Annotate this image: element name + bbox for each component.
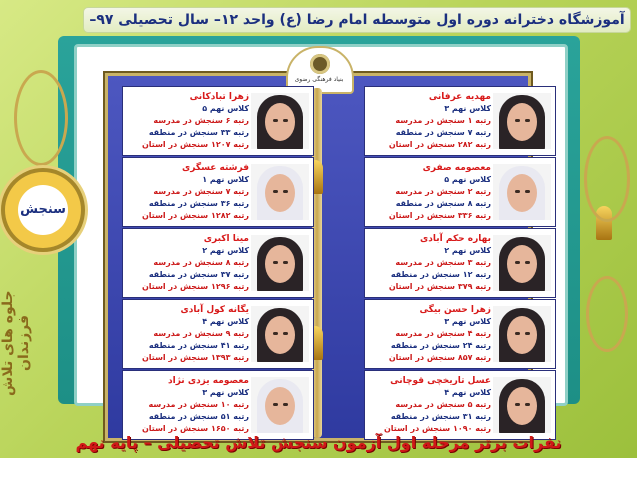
student-info <box>367 375 491 435</box>
student-class: کلاس نهم ۴ <box>202 317 249 326</box>
region-rank: رتبه ۷ سنجش در منطقه <box>395 128 491 137</box>
student-name: یگانه کول آبادی <box>180 305 249 315</box>
student-class: کلاس نهم ۱ <box>202 175 249 184</box>
student-name: زهرا تبادکانی <box>189 92 249 102</box>
school-rank: رتبه ۳ سنجش در مدرسه <box>395 258 491 267</box>
student-photo <box>493 235 551 291</box>
student-card <box>364 228 556 298</box>
school-rank: رتبه ۹ سنجش در مدرسه <box>153 329 249 338</box>
student-class: کلاس نهم ۲ <box>444 246 491 255</box>
badge-label: سنجش <box>18 185 68 235</box>
region-rank: رتبه ۱۲ سنجش در منطقه <box>390 270 491 279</box>
school-rank: رتبه ۱۰ سنجش در مدرسه <box>148 400 249 409</box>
student-name: زهرا حسن بیگی <box>419 305 491 315</box>
student-info <box>125 304 249 364</box>
region-rank: رتبه ۳۳ سنجش در منطقه <box>148 128 249 137</box>
student-photo <box>493 306 551 362</box>
sanjesh-badge <box>5 172 81 248</box>
student-card <box>122 228 314 298</box>
province-rank: رتبه ۳۳۶ سنجش در استان <box>388 211 491 220</box>
region-rank: رتبه ۸ سنجش در منطقه <box>395 199 491 208</box>
student-class: کلاس نهم ۴ <box>444 388 491 397</box>
province-rank: رتبه ۸۵۷ سنجش در استان <box>388 353 491 362</box>
student-photo <box>251 235 309 291</box>
province-rank: رتبه ۱۲۹۶ سنجش در استان <box>141 282 249 291</box>
region-rank: رتبه ۳۷ سنجش در منطقه <box>148 270 249 279</box>
school-rank: رتبه ۱ سنجش در مدرسه <box>395 116 491 125</box>
student-photo <box>251 377 309 433</box>
student-info <box>125 91 249 151</box>
student-name: مهدیه عرفانی <box>428 92 491 102</box>
student-class: کلاس نهم ۵ <box>202 104 249 113</box>
student-photo <box>493 377 551 433</box>
student-name: معصومه یزدی نژاد <box>168 376 249 386</box>
region-rank: رتبه ۳۱ سنجش در منطقه <box>390 412 491 421</box>
student-name: عسل تاریخچی قوچانی <box>390 376 491 386</box>
ornament-left-top <box>14 70 68 166</box>
student-class: کلاس نهم ۲ <box>202 246 249 255</box>
foundation-logo-icon <box>310 54 330 74</box>
student-card <box>122 86 314 156</box>
region-rank: رتبه ۲۴ سنجش در منطقه <box>390 341 491 350</box>
school-rank: رتبه ۴ سنجش در مدرسه <box>395 329 491 338</box>
student-class: کلاس نهم ۳ <box>444 317 491 326</box>
school-rank: رتبه ۸ سنجش در مدرسه <box>153 258 249 267</box>
student-info <box>367 91 491 151</box>
ornament-right <box>584 136 630 222</box>
student-card <box>364 86 556 156</box>
student-name: معصومه صفری <box>422 163 491 173</box>
student-name: فرشته عسگری <box>182 163 249 173</box>
poster-bottom-strip <box>0 458 637 480</box>
student-info <box>125 375 249 435</box>
student-photo <box>251 93 309 149</box>
student-photo <box>251 164 309 220</box>
province-rank: رتبه ۳۷۹ سنجش در استان <box>388 282 491 291</box>
province-rank: رتبه ۱۶۵۰ سنجش در استان <box>141 424 249 433</box>
student-photo <box>251 306 309 362</box>
footer-caption: نفرات برتر مرحله اول آزمون سنجش تلاش تحصیلی – پایه نهم <box>75 433 562 452</box>
school-rank: رتبه ۶ سنجش در مدرسه <box>153 116 249 125</box>
province-rank: رتبه ۱۰۹۰ سنجش در استان <box>383 424 491 433</box>
student-card <box>364 157 556 227</box>
logo-caption: بنیاد فرهنگی رضوی <box>294 76 344 83</box>
student-photo <box>493 93 551 149</box>
region-rank: رتبه ۵۱ سنجش در منطقه <box>148 412 249 421</box>
province-rank: رتبه ۲۸۲ سنجش در استان <box>388 140 491 149</box>
student-class: کلاس نهم ۳ <box>444 104 491 113</box>
ornament-right-bottom <box>586 276 628 352</box>
student-card <box>122 299 314 369</box>
student-class: کلاس نهم ۳ <box>202 388 249 397</box>
student-name: بهاره حکم آبادی <box>420 234 491 244</box>
student-info <box>125 162 249 222</box>
region-rank: رتبه ۳۶ سنجش در منطقه <box>148 199 249 208</box>
school-rank: رتبه ۷ سنجش در مدرسه <box>153 187 249 196</box>
student-info <box>367 162 491 222</box>
student-info <box>367 304 491 364</box>
province-rank: رتبه ۱۲۰۷ سنجش در استان <box>141 140 249 149</box>
student-photo <box>493 164 551 220</box>
province-rank: رتبه ۱۳۹۳ سنجش در استان <box>141 353 249 362</box>
calligraphy-text: جلوه های تلاش فرزندان <box>0 290 32 396</box>
region-rank: رتبه ۴۱ سنجش در منطقه <box>148 341 249 350</box>
page-title: آموزشگاه دخترانه دوره اول متوسطه امام رضا (ع) واحد ۱۲– سال تحصیلی ۹۷– <box>89 12 625 28</box>
student-info <box>125 233 249 293</box>
student-info <box>367 233 491 293</box>
school-rank: رتبه ۲ سنجش در مدرسه <box>395 187 491 196</box>
school-rank: رتبه ۵ سنجش در مدرسه <box>395 400 491 409</box>
student-card <box>364 299 556 369</box>
student-class: کلاس نهم ۵ <box>444 175 491 184</box>
province-rank: رتبه ۱۲۸۲ سنجش در استان <box>141 211 249 220</box>
student-card <box>122 157 314 227</box>
student-name: مینا اکبری <box>203 234 249 244</box>
